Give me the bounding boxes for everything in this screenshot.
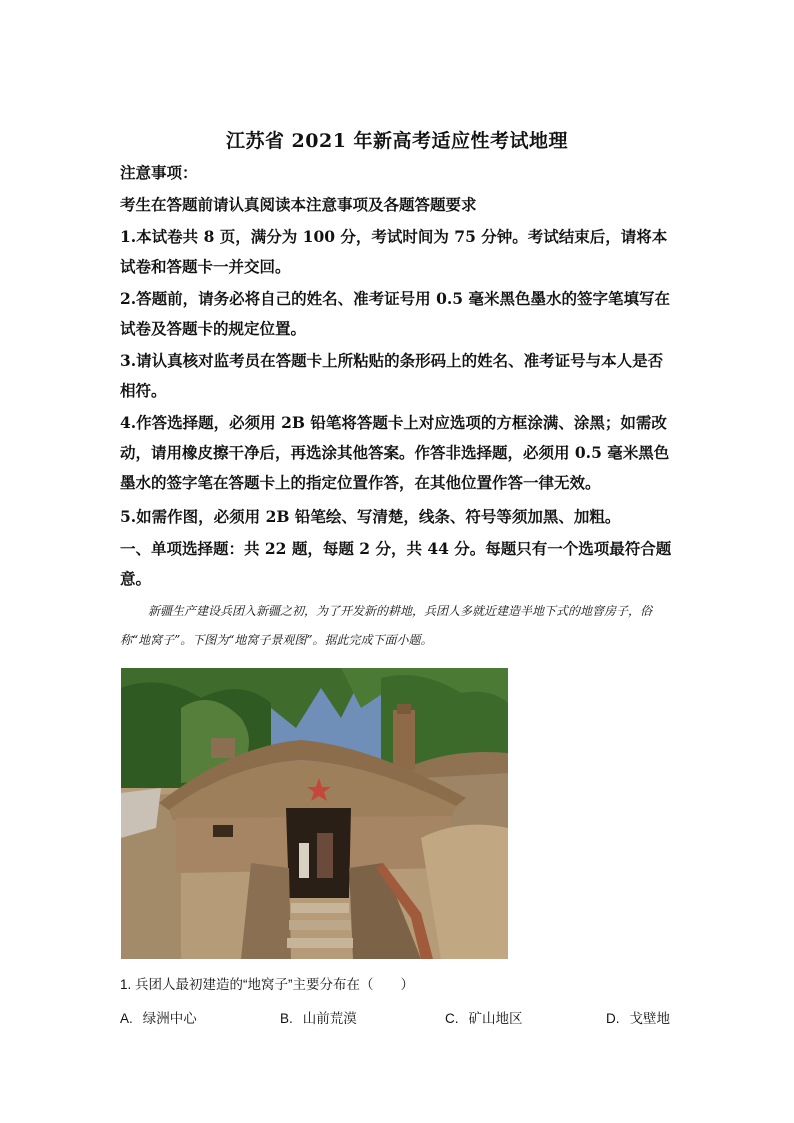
note-item-4: 4.作答选择题，必须用 2B 铅笔将答题卡上对应选项的方框涂满、涂黑；如需改动，请用橡皮擦干净后，再选涂其他答案。作答非选择题，必须用 0.5 毫米黑色墨水的签字笔在答题卡上的指定位置作答，在其他位置作答一律无效。 <box>120 413 670 492</box>
note-item-1: 1.本试卷共 8 页，满分为 100 分，考试时间为 75 分钟。考试结束后，请将本试卷和答题卡一并交回。 <box>120 227 668 276</box>
notes-intro: 考生在答题前请认真阅读本注意事项及各题答题要求 <box>120 195 477 214</box>
option-text: 戈壁地 <box>629 1011 670 1026</box>
note-item-3: 3.请认真核对监考员在答题卡上所粘贴的条形码上的姓名、准考证号与本人是否相符。 <box>120 351 664 400</box>
exam-title: 江苏省 2021 年新高考适应性考试地理 <box>225 130 569 152</box>
option-text: 绿洲中心 <box>142 1011 197 1026</box>
option-c[interactable] <box>445 1007 523 1027</box>
option-d[interactable] <box>606 1007 670 1027</box>
option-letter: B. <box>280 1011 293 1026</box>
notes-label: 注意事项： <box>120 163 198 182</box>
option-text: 山前荒漠 <box>302 1011 357 1026</box>
question-material: 新疆生产建设兵团入新疆之初，为了开发新的耕地，兵团人多就近建造半地下式的地窨房子，俗称“地窝子”。下图为“地窝子景观图”。据此完成下面小题。 <box>120 604 653 647</box>
section-heading: 一、单项选择题：共 22 题，每题 2 分，共 44 分。每题只有一个选项最符合题意。 <box>120 539 672 588</box>
option-letter: D. <box>606 1011 620 1026</box>
note-item-2: 2.答题前，请务必将自己的姓名、准考证号用 0.5 毫米黑色墨水的签字笔填写在试卷及答题卡的规定位置。 <box>120 289 670 338</box>
note-item-5: 5.如需作图，必须用 2B 铅笔绘、写清楚，线条、符号等须加黑、加粗。 <box>120 507 621 526</box>
option-letter: A. <box>120 1011 133 1026</box>
diwozi-photo <box>121 668 508 959</box>
question-1-stem: 1. 兵团人最初建造的“地窝子”主要分布在（ ） <box>120 977 415 992</box>
option-text: 矿山地区 <box>468 1011 523 1026</box>
option-b[interactable] <box>280 1007 357 1027</box>
question-1-options <box>120 1007 680 1029</box>
option-a[interactable] <box>120 1007 197 1027</box>
option-letter: C. <box>445 1011 459 1026</box>
